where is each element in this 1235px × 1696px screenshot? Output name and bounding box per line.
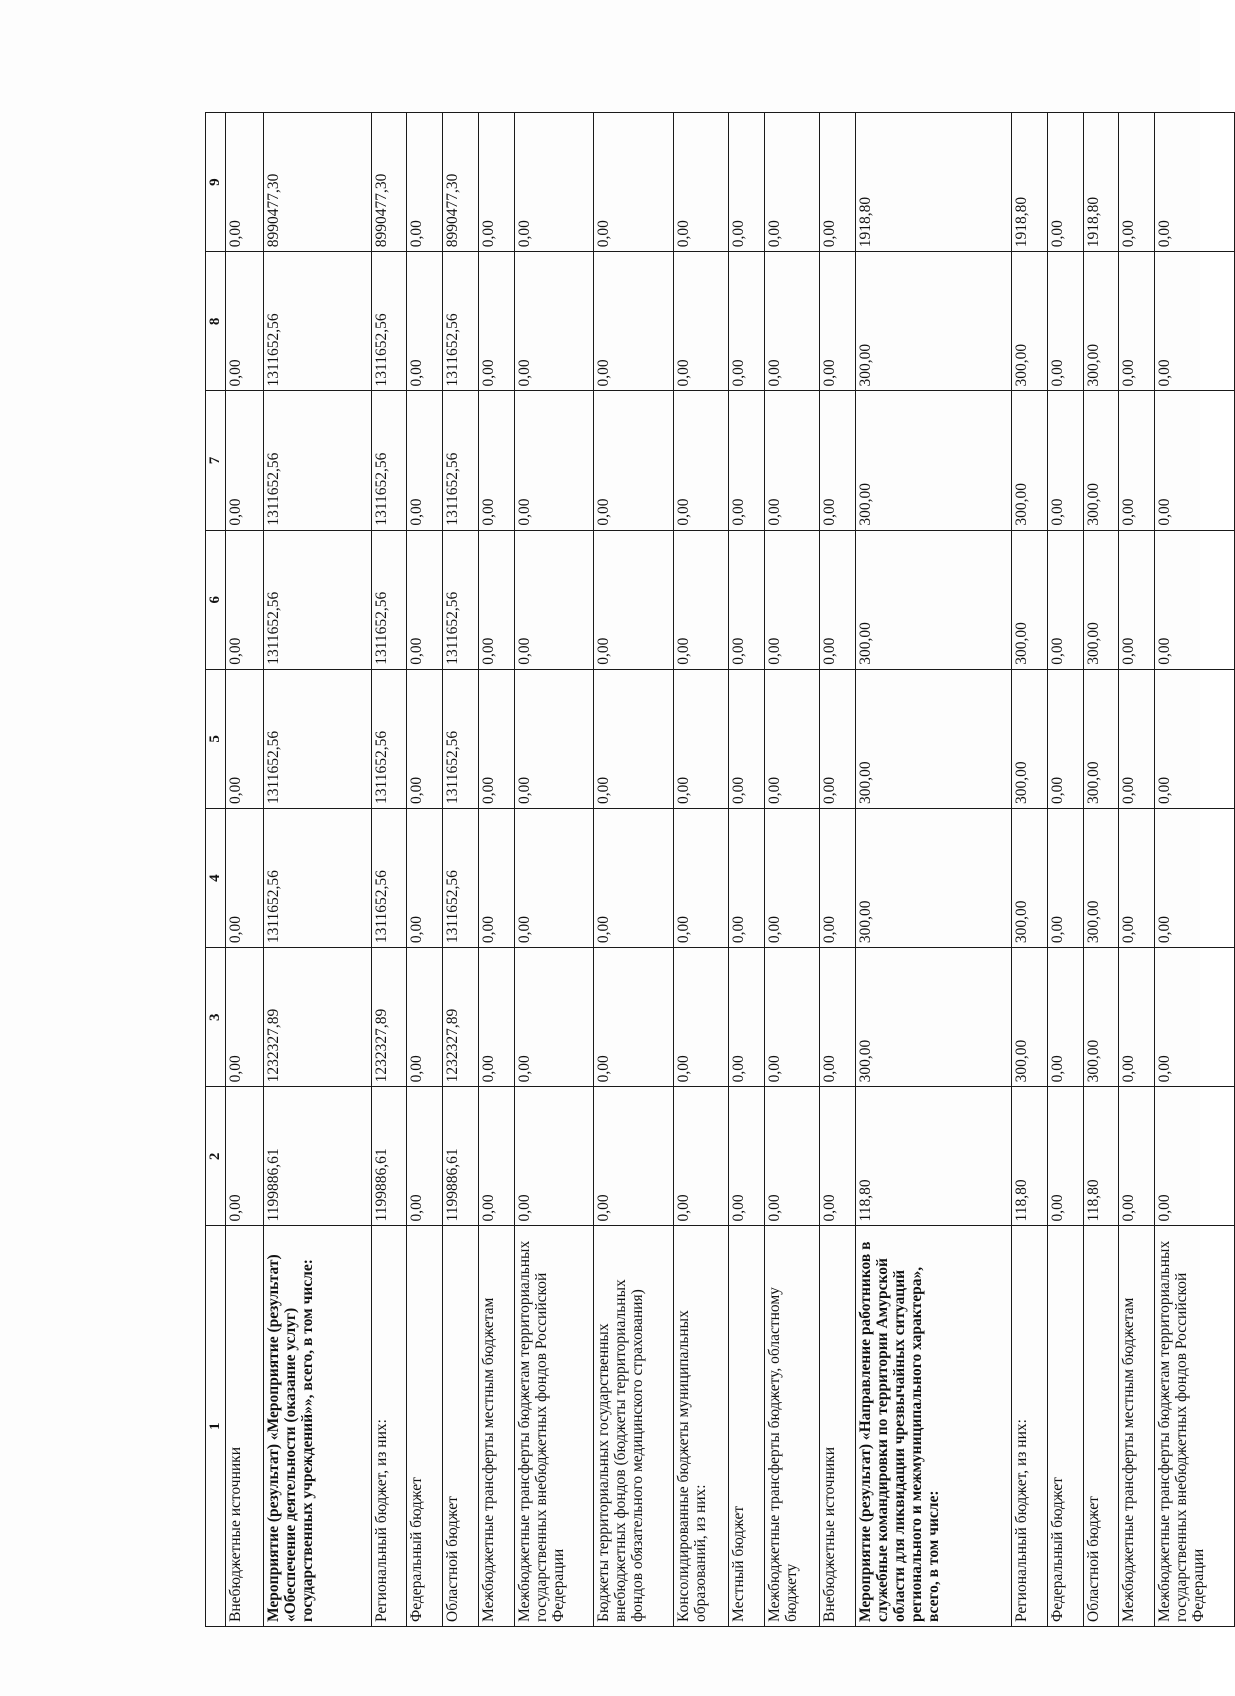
column-header: 5 (206, 669, 226, 808)
table-cell: 0,00 (514, 1087, 594, 1226)
table-cell: 8990477,30 (264, 113, 371, 252)
table-header-row (206, 113, 226, 1627)
table-cell: 0,00 (407, 113, 443, 252)
table-cell: 0,00 (819, 252, 855, 391)
column-header: 1 (206, 1226, 226, 1627)
table-cell: 1918,80 (1012, 113, 1048, 252)
table-cell: 118,80 (1012, 1087, 1048, 1226)
row-label: Консолидированные бюджеты муниципальных образований, из них: (674, 1226, 729, 1627)
table-cell: 300,00 (855, 530, 1012, 669)
table-cell: 0,00 (478, 808, 514, 947)
table-cell: 0,00 (1119, 808, 1155, 947)
table-cell: 0,00 (478, 391, 514, 530)
table-cell: 0,00 (729, 530, 765, 669)
table-cell: 8990477,30 (443, 113, 479, 252)
table-cell: 1918,80 (1083, 113, 1119, 252)
table-cell: 0,00 (407, 948, 443, 1087)
table-cell: 0,00 (674, 391, 729, 530)
column-header: 7 (206, 391, 226, 530)
table-cell: 0,00 (764, 530, 819, 669)
table-cell: 0,00 (226, 1087, 264, 1226)
row-label: Областной бюджет (443, 1226, 479, 1627)
table-cell: 0,00 (1119, 252, 1155, 391)
table-row (1047, 113, 1083, 1627)
table-cell: 300,00 (1083, 530, 1119, 669)
table-cell: 0,00 (594, 669, 674, 808)
table-cell: 0,00 (594, 808, 674, 947)
table-cell: 0,00 (226, 113, 264, 252)
table-cell: 8990477,30 (371, 113, 407, 252)
table-cell: 300,00 (855, 391, 1012, 530)
table-cell: 1311652,56 (443, 530, 479, 669)
table-cell: 0,00 (1047, 808, 1083, 947)
table-cell: 0,00 (594, 1087, 674, 1226)
row-label: Областной бюджет (1083, 1226, 1119, 1627)
row-label: Межбюджетные трансферты бюджетам территориальных государственных внебюджетных фондов Российской Федерации (1155, 1226, 1235, 1627)
table-cell: 0,00 (1047, 252, 1083, 391)
table-cell: 1199886,61 (264, 1087, 371, 1226)
table-row (371, 113, 407, 1627)
table-cell: 0,00 (407, 391, 443, 530)
table-cell: 0,00 (1155, 669, 1235, 808)
table-cell: 300,00 (1083, 252, 1119, 391)
table-cell: 0,00 (1047, 669, 1083, 808)
row-label: Внебюджетные источники (226, 1226, 264, 1627)
table-cell: 0,00 (514, 391, 594, 530)
table-cell: 0,00 (674, 948, 729, 1087)
table-cell: 0,00 (729, 669, 765, 808)
table-cell: 0,00 (1155, 530, 1235, 669)
table-cell: 0,00 (819, 530, 855, 669)
table-cell: 0,00 (764, 113, 819, 252)
row-label: Межбюджетные трансферты бюджетам территориальных государственных внебюджетных фондов Российской Федерации (514, 1226, 594, 1627)
table-cell: 0,00 (478, 252, 514, 391)
column-header: 2 (206, 1087, 226, 1226)
table-cell: 300,00 (1083, 948, 1119, 1087)
table-cell: 0,00 (819, 948, 855, 1087)
table-cell: 1918,80 (855, 113, 1012, 252)
row-label: Межбюджетные трансферты бюджету, областному бюджету (764, 1226, 819, 1627)
column-header: 8 (206, 252, 226, 391)
table-cell: 0,00 (1119, 1087, 1155, 1226)
table-cell: 0,00 (407, 530, 443, 669)
table-cell: 0,00 (1155, 808, 1235, 947)
table-cell: 0,00 (594, 391, 674, 530)
row-label: Мероприятие (результат) «Мероприятие (результат) «Обеспечение деятельности (оказание услуг) государственных учреждений»», всего, в том числе: (264, 1226, 371, 1627)
table-cell: 0,00 (226, 808, 264, 947)
table-cell: 0,00 (478, 530, 514, 669)
table-row (1119, 113, 1155, 1627)
table-cell: 300,00 (1012, 252, 1048, 391)
table-row (1155, 113, 1235, 1627)
table-cell: 0,00 (729, 391, 765, 530)
table-cell: 0,00 (514, 948, 594, 1087)
table-cell: 1311652,56 (371, 669, 407, 808)
table-row (855, 113, 1012, 1627)
table-cell: 1311652,56 (264, 669, 371, 808)
table-cell: 0,00 (674, 113, 729, 252)
table-row (443, 113, 479, 1627)
table-cell: 1199886,61 (443, 1087, 479, 1226)
table-cell: 0,00 (594, 530, 674, 669)
table-cell: 0,00 (1155, 113, 1235, 252)
table-row (514, 113, 594, 1627)
table-cell: 0,00 (674, 669, 729, 808)
table-cell: 0,00 (1119, 113, 1155, 252)
table-cell: 0,00 (514, 669, 594, 808)
table-row (264, 113, 371, 1627)
table-row (764, 113, 819, 1627)
table-row (594, 113, 674, 1627)
table-row (729, 113, 765, 1627)
column-header: 6 (206, 530, 226, 669)
table-body (226, 113, 1235, 1627)
table-cell: 0,00 (1047, 1087, 1083, 1226)
table-cell: 0,00 (674, 252, 729, 391)
table-row (1083, 113, 1119, 1627)
table-cell: 0,00 (514, 113, 594, 252)
table-cell: 300,00 (1083, 808, 1119, 947)
table-cell: 0,00 (674, 530, 729, 669)
table-cell: 1311652,56 (264, 530, 371, 669)
table-cell: 0,00 (764, 808, 819, 947)
table-cell: 1311652,56 (264, 808, 371, 947)
table-row (226, 113, 264, 1627)
table-cell: 1311652,56 (264, 391, 371, 530)
row-label: Межбюджетные трансферты местным бюджетам (478, 1226, 514, 1627)
table-cell: 0,00 (729, 113, 765, 252)
table-cell: 1232327,89 (264, 948, 371, 1087)
table-cell: 0,00 (1047, 391, 1083, 530)
table-cell: 1311652,56 (371, 808, 407, 947)
table-cell: 0,00 (407, 1087, 443, 1226)
table-cell: 300,00 (855, 808, 1012, 947)
table-cell: 0,00 (478, 948, 514, 1087)
table-cell: 300,00 (1012, 391, 1048, 530)
table-cell: 1311652,56 (443, 669, 479, 808)
table-cell: 0,00 (674, 1087, 729, 1226)
table-cell: 0,00 (1155, 1087, 1235, 1226)
column-header: 4 (206, 808, 226, 947)
row-label: Бюджеты территориальных государственных внебюджетных фондов (бюджеты территориальных фондов обязательного медицинского страхования) (594, 1226, 674, 1627)
table-cell: 0,00 (1119, 530, 1155, 669)
row-label: Межбюджетные трансферты местным бюджетам (1119, 1226, 1155, 1627)
table-cell: 1311652,56 (443, 252, 479, 391)
column-header: 3 (206, 948, 226, 1087)
table-cell: 0,00 (514, 808, 594, 947)
table-cell: 0,00 (1155, 252, 1235, 391)
table-cell: 0,00 (1119, 669, 1155, 808)
table-cell: 0,00 (729, 808, 765, 947)
table-cell: 0,00 (1155, 948, 1235, 1087)
table-cell: 0,00 (514, 252, 594, 391)
row-label: Региональный бюджет, из них: (371, 1226, 407, 1627)
table-cell: 300,00 (1012, 669, 1048, 808)
table-cell: 0,00 (819, 669, 855, 808)
table-cell: 0,00 (674, 808, 729, 947)
table-cell: 0,00 (1119, 391, 1155, 530)
row-label: Мероприятие (результат) «Направление работников в служебные командировки по территории Амурской области для ликвидации чрезвычайных ситуаций регионального и межмуниципального характера», всего, в том числе: (855, 1226, 1012, 1627)
table-cell: 0,00 (1119, 948, 1155, 1087)
table-cell: 0,00 (764, 391, 819, 530)
table-cell: 0,00 (407, 808, 443, 947)
table-cell: 0,00 (1155, 391, 1235, 530)
table-cell: 0,00 (764, 1087, 819, 1226)
table-cell: 0,00 (594, 252, 674, 391)
table-cell: 300,00 (855, 948, 1012, 1087)
table-cell: 1232327,89 (443, 948, 479, 1087)
row-label: Местный бюджет (729, 1226, 765, 1627)
table-cell: 0,00 (1047, 530, 1083, 669)
table-cell: 0,00 (819, 1087, 855, 1226)
table-cell: 1311652,56 (264, 252, 371, 391)
row-label: Федеральный бюджет (1047, 1226, 1083, 1627)
table-row (407, 113, 443, 1627)
table-cell: 0,00 (478, 669, 514, 808)
table-cell: 0,00 (819, 391, 855, 530)
table-cell: 300,00 (1083, 669, 1119, 808)
table-row (1012, 113, 1048, 1627)
table-cell: 300,00 (1012, 530, 1048, 669)
table-cell: 0,00 (407, 669, 443, 808)
table-cell: 0,00 (226, 391, 264, 530)
table-cell: 0,00 (478, 113, 514, 252)
table-cell: 300,00 (1012, 808, 1048, 947)
table-cell: 0,00 (764, 252, 819, 391)
table-cell: 0,00 (594, 948, 674, 1087)
table-cell: 118,80 (1083, 1087, 1119, 1226)
table-cell: 1311652,56 (443, 391, 479, 530)
table-cell: 0,00 (819, 808, 855, 947)
row-label: Федеральный бюджет (407, 1226, 443, 1627)
table-cell: 300,00 (1083, 391, 1119, 530)
table-cell: 1311652,56 (371, 252, 407, 391)
rotated-table-wrapper (205, 112, 1235, 1627)
row-label: Региональный бюджет, из них: (1012, 1226, 1048, 1627)
table-cell: 1311652,56 (371, 391, 407, 530)
row-label: Внебюджетные источники (819, 1226, 855, 1627)
table-cell: 1199886,61 (371, 1087, 407, 1226)
table-cell: 0,00 (226, 669, 264, 808)
table-cell: 1311652,56 (371, 530, 407, 669)
budget-table (205, 112, 1235, 1627)
table-cell: 300,00 (855, 252, 1012, 391)
table-row (674, 113, 729, 1627)
table-cell: 0,00 (226, 948, 264, 1087)
table-cell: 1311652,56 (443, 808, 479, 947)
table-cell: 0,00 (729, 948, 765, 1087)
table-cell: 0,00 (764, 948, 819, 1087)
table-row (478, 113, 514, 1627)
table-cell: 0,00 (514, 530, 594, 669)
column-header: 9 (206, 113, 226, 252)
table-row (819, 113, 855, 1627)
table-cell: 0,00 (226, 530, 264, 669)
table-cell: 0,00 (1047, 113, 1083, 252)
table-cell: 300,00 (1012, 948, 1048, 1087)
table-cell: 0,00 (478, 1087, 514, 1226)
table-cell: 1232327,89 (371, 948, 407, 1087)
table-cell: 0,00 (407, 252, 443, 391)
table-cell: 0,00 (226, 252, 264, 391)
table-cell: 0,00 (819, 113, 855, 252)
table-cell: 0,00 (729, 1087, 765, 1226)
table-cell: 0,00 (764, 669, 819, 808)
table-cell: 118,80 (855, 1087, 1012, 1226)
table-cell: 0,00 (729, 252, 765, 391)
table-cell: 0,00 (594, 113, 674, 252)
table-cell: 0,00 (1047, 948, 1083, 1087)
table-cell: 300,00 (855, 669, 1012, 808)
